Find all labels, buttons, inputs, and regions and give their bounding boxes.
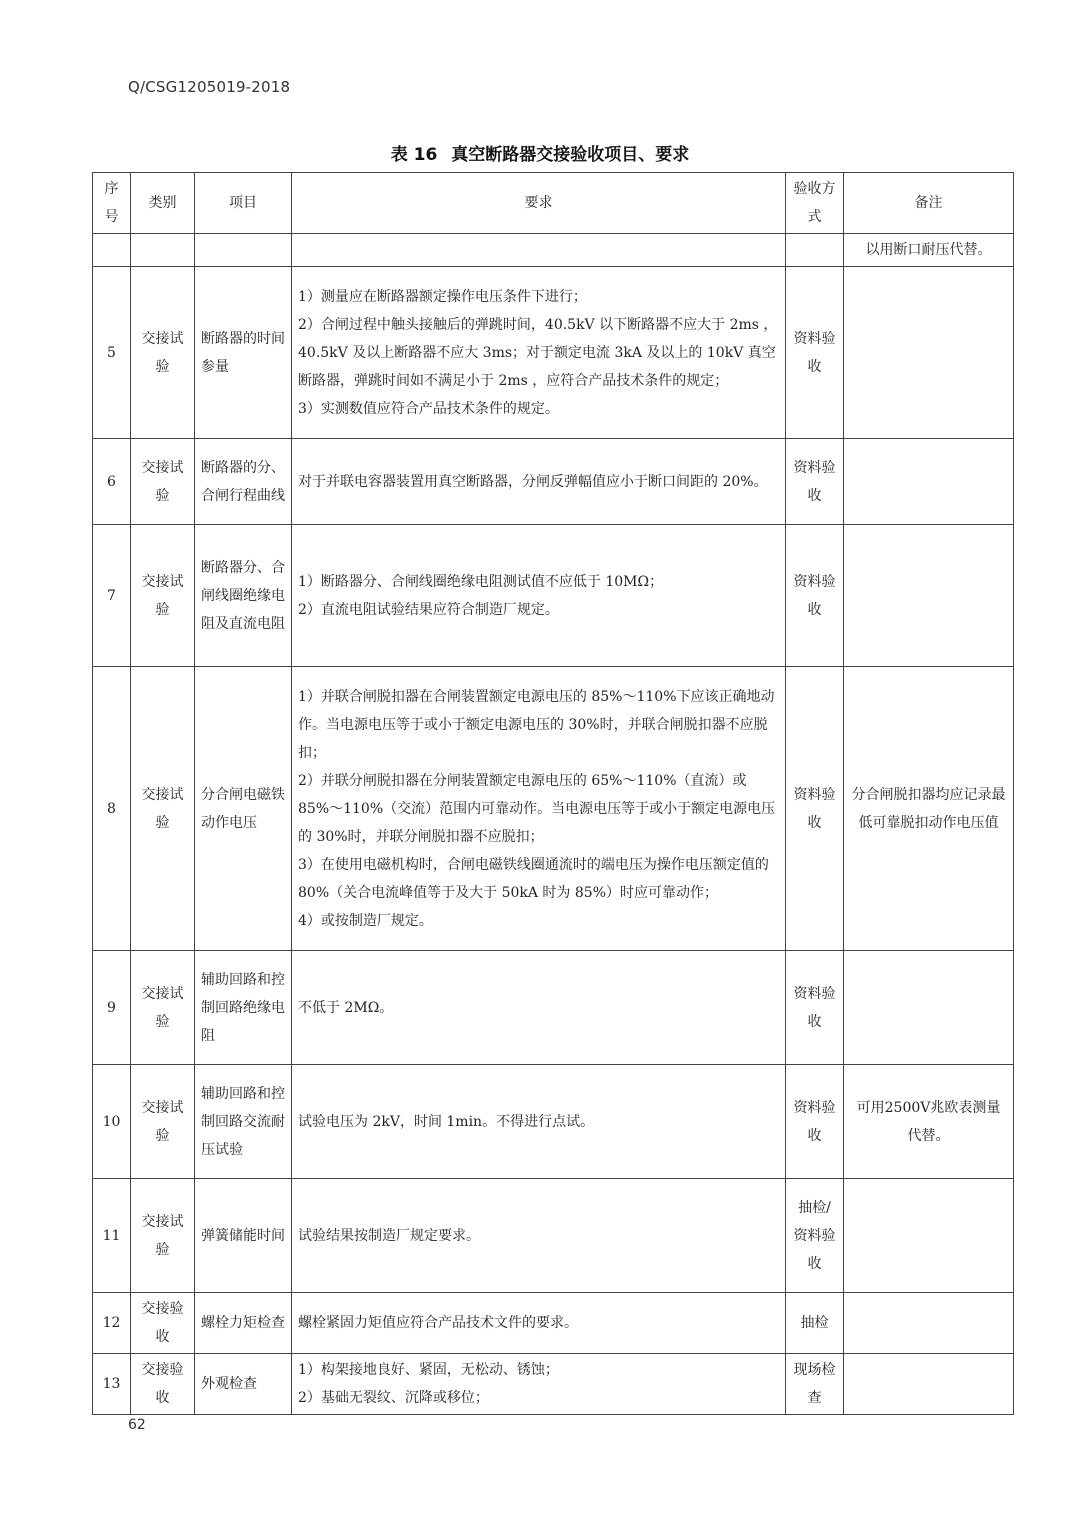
requirement-line: 2）基础无裂纹、沉降或移位； <box>298 1390 489 1406</box>
row-number: 5 <box>93 267 131 439</box>
requirement-line: 2）并联分闸脱扣器在分闸装置额定电源电压的 65%～110%（直流）或 85%～110%（交流）范围内可靠动作。当电源电压等于或小于额定电源电压的 30%时，并联分闸脱扣器不应脱扣； <box>298 772 776 845</box>
row-requirement <box>292 439 786 525</box>
row-category: 交接验收 <box>131 1354 195 1415</box>
row-item: 断路器的分、合闸行程曲线 <box>195 439 292 525</box>
row-item: 螺栓力矩检查 <box>195 1293 292 1354</box>
table-row <box>93 667 1014 951</box>
table-row <box>93 439 1014 525</box>
col-header-item: 项目 <box>195 173 292 234</box>
table-title-text: 真空断路器交接验收项目、要求 <box>451 145 690 165</box>
row-number: 11 <box>93 1179 131 1293</box>
document-code: Q/CSG1205019-2018 <box>128 78 291 96</box>
row-method: 现场检查 <box>786 1354 844 1415</box>
row-method: 资料验收 <box>786 951 844 1065</box>
row-item: 分合闸电磁铁动作电压 <box>195 667 292 951</box>
row-category: 交接试验 <box>131 525 195 667</box>
row-method: 资料验收 <box>786 439 844 525</box>
requirement-line: 试验结果按制造厂规定要求。 <box>298 1227 480 1244</box>
requirement-line: 1）测量应在断路器额定操作电压条件下进行； <box>298 288 587 305</box>
row-remark <box>844 951 1014 1065</box>
row-number: 12 <box>93 1293 131 1354</box>
row-requirement <box>292 267 786 439</box>
row-requirement <box>292 1179 786 1293</box>
requirement-line: 螺栓紧固力矩值应符合产品技术文件的要求。 <box>298 1315 578 1331</box>
row-category: 交接试验 <box>131 667 195 951</box>
row-method: 资料验收 <box>786 525 844 667</box>
row-item: 外观检查 <box>195 1354 292 1415</box>
row-requirement <box>292 1354 786 1415</box>
continuation-remark: 以用断口耐压代替。 <box>844 234 1014 267</box>
page-number: 62 <box>128 1417 146 1433</box>
col-header-no: 序号 <box>93 173 131 234</box>
table-row <box>93 1179 1014 1293</box>
row-requirement <box>292 951 786 1065</box>
requirement-line: 不低于 2MΩ。 <box>298 999 394 1016</box>
requirement-line: 1）断路器分、合闸线圈绝缘电阻测试值不应低于 10MΩ； <box>298 573 664 590</box>
row-method: 资料验收 <box>786 267 844 439</box>
table-row <box>93 1065 1014 1179</box>
row-item: 辅助回路和控制回路绝缘电阻 <box>195 951 292 1065</box>
row-method: 资料验收 <box>786 1065 844 1179</box>
row-remark <box>844 439 1014 525</box>
row-method: 抽检/资料验收 <box>786 1179 844 1293</box>
row-remark <box>844 267 1014 439</box>
table-row <box>93 1354 1014 1415</box>
row-remark <box>844 1179 1014 1293</box>
row-requirement <box>292 1293 786 1354</box>
requirement-line: 1）并联合闸脱扣器在合闸装置额定电源电压的 85%～110%下应该正确地动作。当电源电压等于或小于额定电源电压的 30%时，并联合闸脱扣器不应脱扣； <box>298 688 775 761</box>
table-title <box>0 140 1080 165</box>
requirement-line: 3）实测数值应符合产品技术条件的规定。 <box>298 400 559 417</box>
table-row <box>93 525 1014 667</box>
row-number: 7 <box>93 525 131 667</box>
row-number: 13 <box>93 1354 131 1415</box>
row-remark: 可用2500V兆欧表测量代替。 <box>844 1065 1014 1179</box>
row-remark: 分合闸脱扣器均应记录最低可靠脱扣动作电压值 <box>844 667 1014 951</box>
row-requirement <box>292 525 786 667</box>
row-method: 资料验收 <box>786 667 844 951</box>
requirement-line: 2）合闸过程中触头接触后的弹跳时间，40.5kV 以下断路器不应大于 2ms ，40.5kV 及以上断路器不应大 3ms；对于额定电流 3kA 及以上的 10kV 真空断路器，弹跳时间如不满足小于 2ms ，应符合产品技术条件的规定； <box>298 316 778 389</box>
table-row <box>93 1293 1014 1354</box>
requirement-line: 1）构架接地良好、紧固，无松动、锈蚀； <box>298 1362 559 1378</box>
table-number: 表 16 <box>390 145 438 165</box>
requirement-line: 3）在使用电磁机构时，合闸电磁铁线圈通流时的端电压为操作电压额定值的 80%（关合电流峰值等于及大于 50kA 时为 85%）时应可靠动作； <box>298 856 769 901</box>
row-remark <box>844 1354 1014 1415</box>
row-item: 辅助回路和控制回路交流耐压试验 <box>195 1065 292 1179</box>
row-item: 断路器的时间参量 <box>195 267 292 439</box>
row-number: 10 <box>93 1065 131 1179</box>
row-category: 交接试验 <box>131 267 195 439</box>
acceptance-table <box>92 172 1014 1415</box>
row-number: 6 <box>93 439 131 525</box>
row-category: 交接试验 <box>131 439 195 525</box>
table-header-row <box>93 173 1014 234</box>
row-category: 交接试验 <box>131 1179 195 1293</box>
row-remark <box>844 1293 1014 1354</box>
requirement-line: 试验电压为 2kV，时间 1min。不得进行点试。 <box>298 1113 595 1130</box>
row-item: 断路器分、合闸线圈绝缘电阻及直流电阻 <box>195 525 292 667</box>
continuation-row <box>93 234 1014 267</box>
row-requirement <box>292 1065 786 1179</box>
row-item: 弹簧储能时间 <box>195 1179 292 1293</box>
row-category: 交接试验 <box>131 1065 195 1179</box>
table-row <box>93 267 1014 439</box>
row-category: 交接试验 <box>131 951 195 1065</box>
requirement-line: 4）或按制造厂规定。 <box>298 912 433 929</box>
col-header-remark: 备注 <box>844 173 1014 234</box>
col-header-requirement: 要求 <box>292 173 786 234</box>
row-requirement <box>292 667 786 951</box>
table-row <box>93 951 1014 1065</box>
row-remark <box>844 525 1014 667</box>
col-header-category: 类别 <box>131 173 195 234</box>
col-header-method: 验收方式 <box>786 173 844 234</box>
row-method: 抽检 <box>786 1293 844 1354</box>
requirement-line: 2）直流电阻试验结果应符合制造厂规定。 <box>298 601 559 618</box>
row-category: 交接验收 <box>131 1293 195 1354</box>
requirement-line: 对于并联电容器装置用真空断路器，分闸反弹幅值应小于断口间距的 20%。 <box>298 473 768 490</box>
row-number: 9 <box>93 951 131 1065</box>
row-number: 8 <box>93 667 131 951</box>
